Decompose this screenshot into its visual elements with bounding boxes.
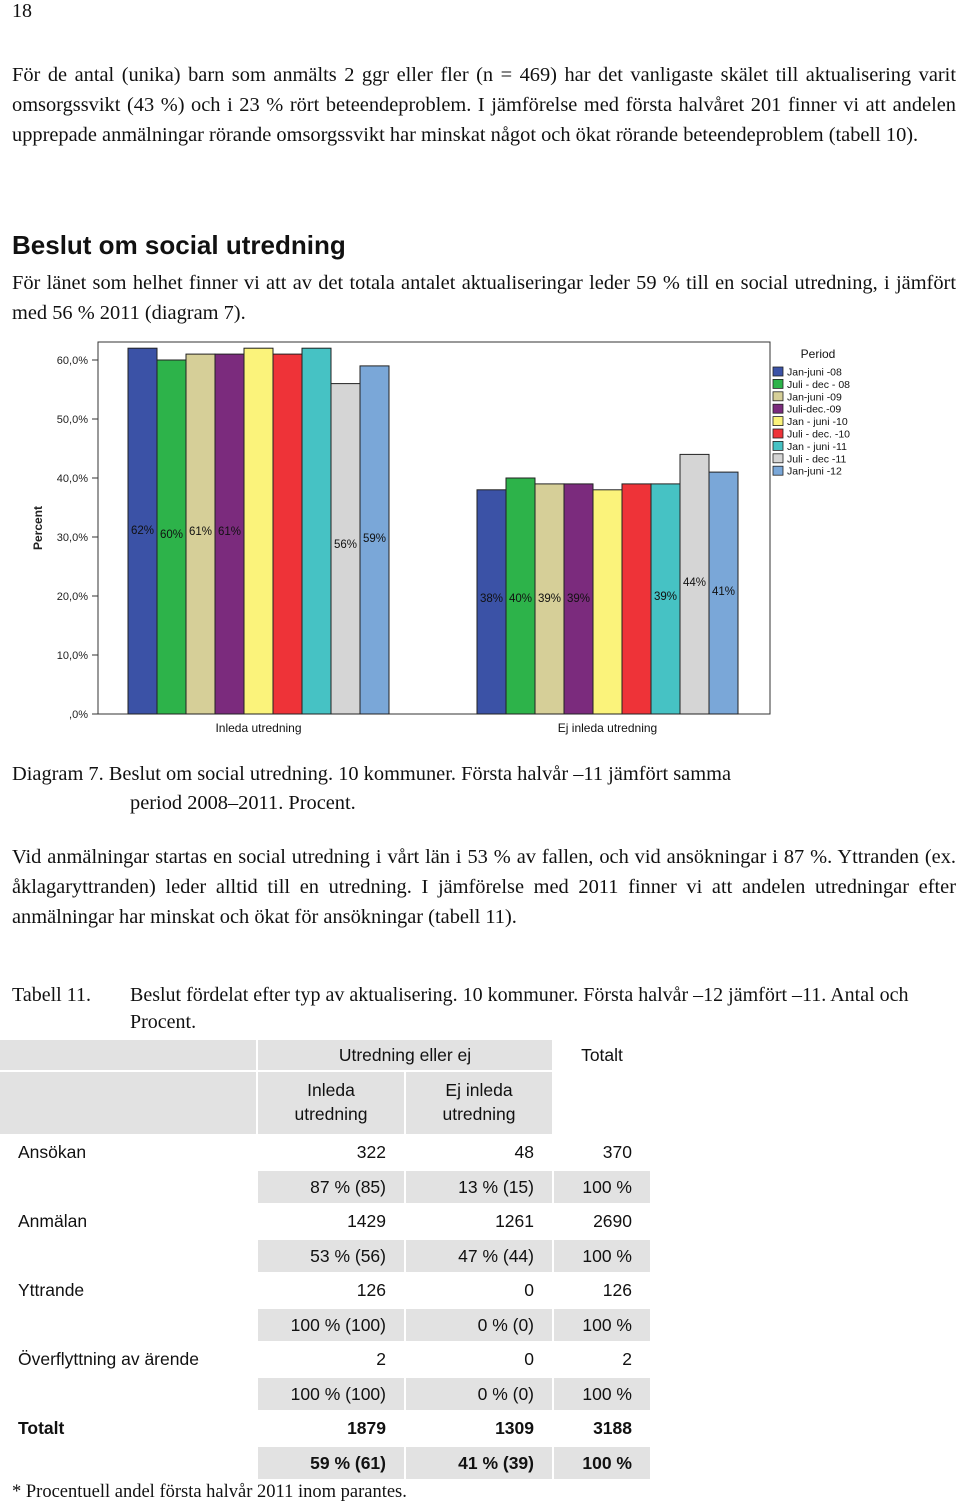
x-category-label: Inleda utredning bbox=[215, 721, 302, 735]
data-label: 61% bbox=[217, 526, 242, 538]
cell-pct-inleda: 100 % (100) bbox=[258, 1378, 404, 1410]
cell-count-total: 3188 bbox=[593, 1418, 632, 1438]
legend-title: Period bbox=[800, 347, 836, 361]
y-tick-label: ,0% bbox=[69, 709, 88, 721]
cell-count-total: 370 bbox=[602, 1142, 632, 1162]
y-tick-label: 20,0% bbox=[56, 591, 88, 603]
data-label: 38% bbox=[479, 593, 504, 605]
cell-pct-total: 100 % bbox=[554, 1447, 650, 1479]
legend-entry: Juli - dec - 08 bbox=[787, 378, 851, 391]
data-label: 39% bbox=[653, 591, 678, 603]
cell-pct-inleda: 87 % (85) bbox=[258, 1171, 404, 1203]
y-tick-label: 50,0% bbox=[56, 414, 88, 426]
decision-table bbox=[0, 1040, 650, 1475]
row-label: Totalt bbox=[18, 1418, 65, 1438]
cell-count-ej-inleda: 0 bbox=[524, 1349, 534, 1369]
cell-pct-total: 100 % bbox=[554, 1240, 650, 1272]
bar bbox=[273, 354, 302, 714]
row-label: Ansökan bbox=[18, 1142, 87, 1162]
legend-entry: Juli-dec.-09 bbox=[787, 403, 842, 416]
cell-pct-ej-inleda: 13 % (15) bbox=[406, 1171, 552, 1203]
cell-count-inleda: 1879 bbox=[347, 1418, 386, 1438]
data-label: 59% bbox=[362, 533, 387, 545]
table-caption-label: Tabell 11. bbox=[12, 984, 91, 1006]
bar bbox=[244, 348, 273, 714]
y-tick-label: 10,0% bbox=[56, 650, 88, 662]
legend-entry: Juli - dec. -10 bbox=[787, 428, 851, 441]
legend-entry: Jan-juni -12 bbox=[787, 465, 842, 478]
group-header: Utredning eller ej bbox=[258, 1040, 552, 1070]
cell-pct-ej-inleda: 0 % (0) bbox=[406, 1309, 552, 1341]
cell-pct-total: 100 % bbox=[554, 1171, 650, 1203]
y-axis-label: Percent bbox=[31, 505, 45, 551]
legend-swatch bbox=[773, 466, 783, 475]
y-tick-label: 30,0% bbox=[56, 532, 88, 544]
legend-swatch bbox=[773, 441, 783, 450]
cell-pct-total: 100 % bbox=[554, 1378, 650, 1410]
cell-count-total: 2690 bbox=[593, 1211, 632, 1231]
cell-count-ej-inleda: 1309 bbox=[495, 1418, 534, 1438]
cell-count-ej-inleda: 0 bbox=[524, 1280, 534, 1300]
bar bbox=[593, 490, 622, 714]
bar bbox=[302, 348, 331, 714]
y-tick-label: 40,0% bbox=[56, 473, 88, 485]
legend-swatch bbox=[773, 454, 783, 463]
bar-chart bbox=[0, 338, 960, 748]
bar bbox=[622, 484, 651, 714]
intro-paragraph: För de antal (unika) barn som anmälts 2 ggr eller fler (n = 469) har det vanligaste skälet till aktualisering varit omsorgssvikt (43 %) och i 23 % rört beteendeproblem. I jämförelse med första halvåret 201 finner vi att andelen upprepade anmälningar rörande omsorgssvikt har minskat något och ökat rörande beteendeproblem (tabell 10). bbox=[12, 64, 956, 146]
legend-entry: Jan - juni -11 bbox=[787, 440, 847, 453]
row-label: Anmälan bbox=[18, 1211, 88, 1231]
legend-swatch bbox=[773, 404, 783, 413]
col-inleda-header: Inleda utredning bbox=[258, 1072, 404, 1134]
cell-pct-inleda: 53 % (56) bbox=[258, 1240, 404, 1272]
cell-count-ej-inleda: 48 bbox=[514, 1142, 534, 1162]
cell-count-inleda: 126 bbox=[356, 1280, 386, 1300]
legend-swatch bbox=[773, 367, 783, 376]
cell-pct-ej-inleda: 41 % (39) bbox=[406, 1447, 552, 1479]
utredning-paragraph: Vid anmälningar startas en social utredning i vårt län i 53 % av fallen, och vid ansökningar i 87 %. Yttranden (ex. åklagaryttranden) leder alltid till en utredning. I jämförelse med 2011 finner vi att andelen utredningar efter anmälningar har minskat och ökat för ansökningar (tabell 11). bbox=[12, 846, 956, 928]
legend-swatch bbox=[773, 392, 783, 401]
data-label: 44% bbox=[682, 577, 707, 589]
y-tick-label: 60,0% bbox=[56, 355, 88, 367]
data-label: 39% bbox=[566, 593, 591, 605]
table-corner-shade bbox=[0, 1072, 256, 1134]
legend-entry: Juli - dec -11 bbox=[787, 453, 847, 466]
table-caption-text: Beslut fördelat efter typ av aktualisering. 10 kommuner. Första halvår –12 jämfört –11. Antal och Procent. bbox=[130, 984, 909, 1033]
cell-count-inleda: 1429 bbox=[347, 1211, 386, 1231]
x-category-label: Ej inleda utredning bbox=[557, 721, 658, 735]
data-label: 39% bbox=[537, 593, 562, 605]
legend-entry: Jan-juni -08 bbox=[787, 366, 842, 379]
cell-pct-inleda: 59 % (61) bbox=[258, 1447, 404, 1479]
section-heading: Beslut om social utredning bbox=[12, 230, 346, 260]
cell-count-ej-inleda: 1261 bbox=[495, 1211, 534, 1231]
cell-pct-inleda: 100 % (100) bbox=[258, 1309, 404, 1341]
col-ej-inleda-header: Ej inleda utredning bbox=[406, 1072, 552, 1134]
diagram-caption bbox=[12, 760, 731, 818]
data-label: 40% bbox=[508, 593, 533, 605]
table-corner-shade bbox=[0, 1040, 256, 1070]
cell-count-total: 126 bbox=[602, 1280, 632, 1300]
row-label: Överflyttning av ärende bbox=[18, 1349, 199, 1369]
total-column-header: Totalt bbox=[581, 1045, 623, 1065]
diagram-caption-line2: period 2008–2011. Procent. bbox=[130, 792, 356, 814]
cell-pct-ej-inleda: 47 % (44) bbox=[406, 1240, 552, 1272]
page-number: 18 bbox=[12, 0, 32, 22]
row-label: Yttrande bbox=[18, 1280, 85, 1300]
table-footnote: * Procentuell andel första halvår 2011 inom parantes. bbox=[12, 1482, 407, 1502]
diagram-caption-line1: Diagram 7. Beslut om social utredning. 10 kommuner. Första halvår –11 jämfört samma bbox=[12, 763, 732, 785]
legend-swatch bbox=[773, 379, 783, 388]
cell-pct-total: 100 % bbox=[554, 1309, 650, 1341]
cell-pct-ej-inleda: 0 % (0) bbox=[406, 1378, 552, 1410]
data-label: 60% bbox=[159, 529, 184, 541]
legend-swatch bbox=[773, 417, 783, 426]
legend-entry: Jan - juni -10 bbox=[787, 416, 848, 429]
legend-swatch bbox=[773, 429, 783, 438]
data-label: 62% bbox=[130, 525, 155, 537]
data-label: 61% bbox=[188, 526, 213, 538]
cell-count-inleda: 2 bbox=[376, 1349, 386, 1369]
cell-count-inleda: 322 bbox=[356, 1142, 386, 1162]
section-paragraph: För länet som helhet finner vi att av det totala antalet aktualiseringar leder 59 % till en social utredning, i jämfört med 56 % 2011 (diagram 7). bbox=[12, 272, 956, 324]
legend-entry: Jan-juni -09 bbox=[787, 391, 842, 404]
data-label: 41% bbox=[711, 586, 736, 598]
data-label: 56% bbox=[333, 539, 358, 551]
cell-count-total: 2 bbox=[622, 1349, 632, 1369]
